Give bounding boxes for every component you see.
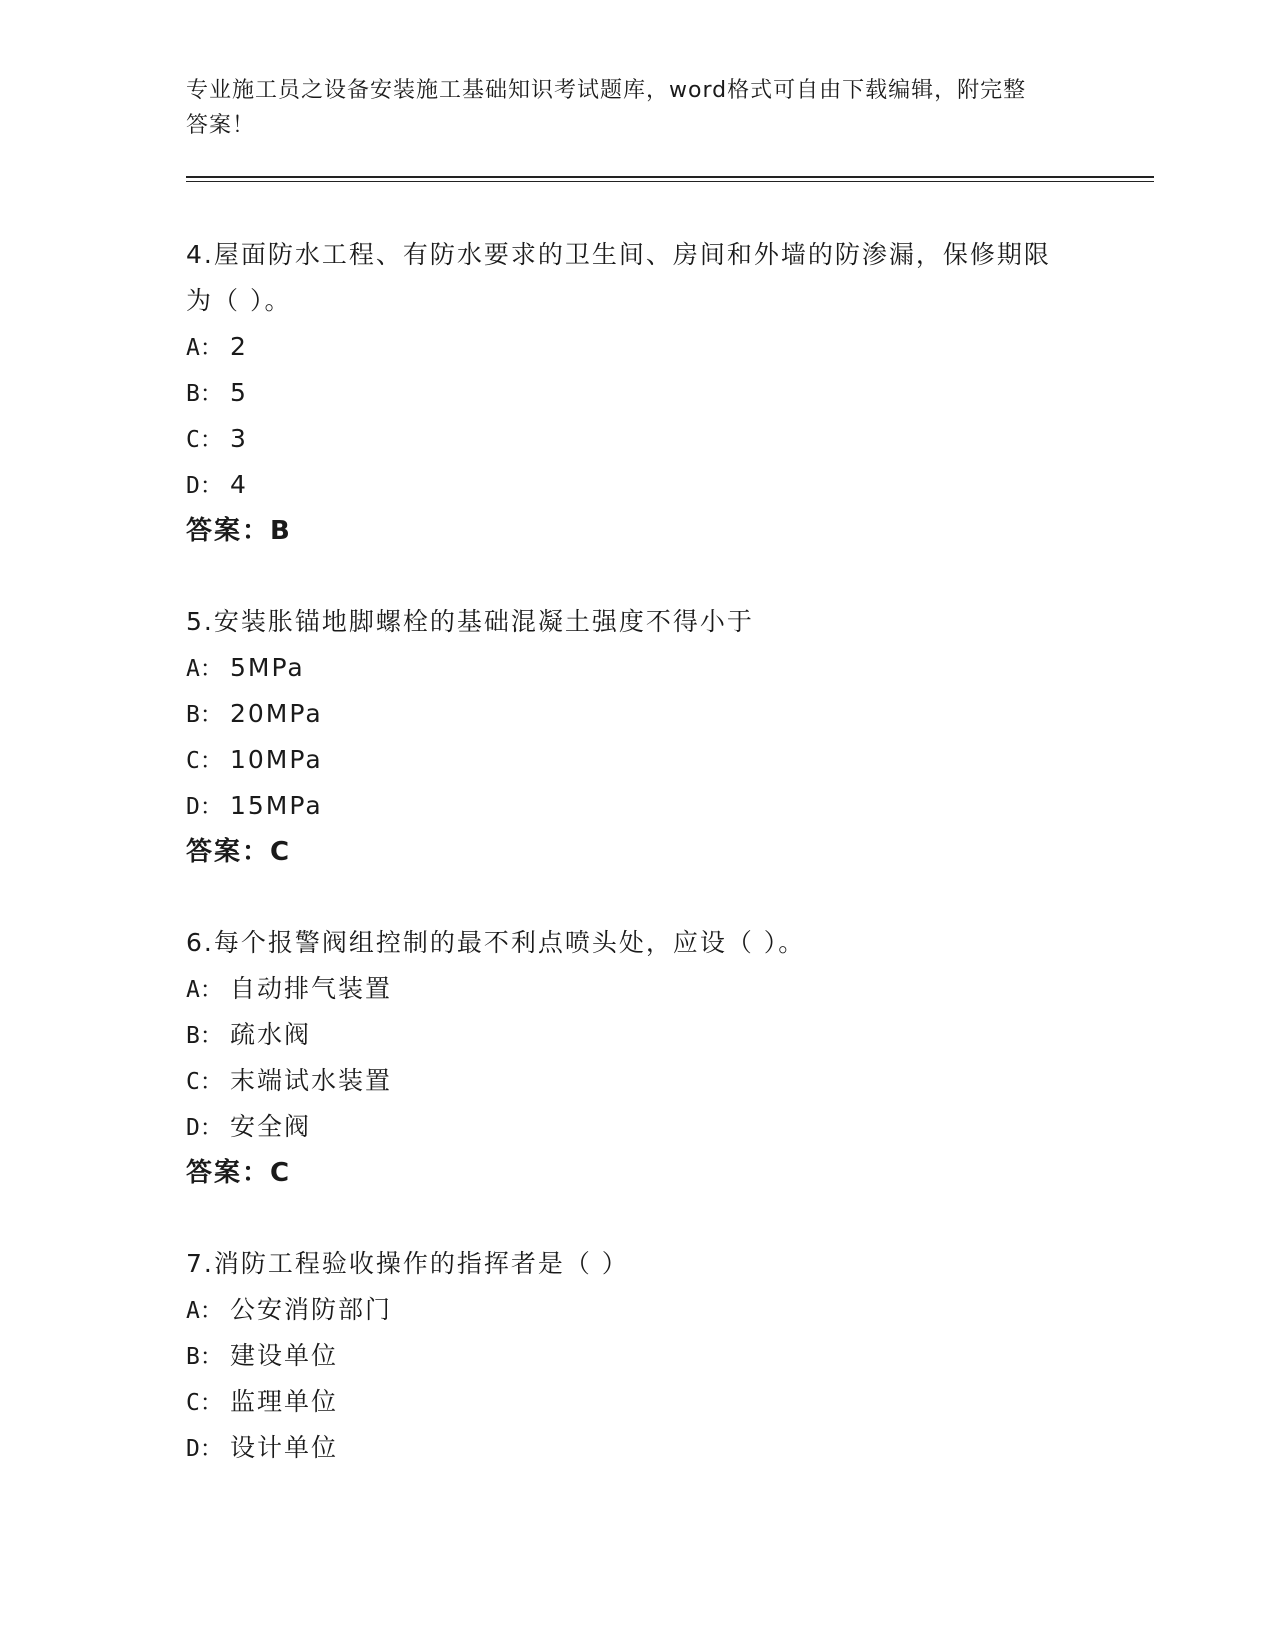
answer-value: C — [270, 837, 290, 867]
question-list — [186, 232, 1066, 1516]
answer-line — [186, 1150, 1066, 1196]
header-divider — [186, 176, 1154, 182]
option-b — [186, 1012, 1066, 1058]
option-text: 4 — [230, 470, 248, 499]
question-text: 5.安装胀锚地脚螺栓的基础混凝土强度不得小于 — [186, 607, 754, 636]
option-list — [186, 645, 1066, 829]
option-key: C： — [186, 1069, 223, 1095]
option-list — [186, 1287, 1066, 1471]
answer-value: B — [270, 516, 290, 546]
document-header: 专业施工员之设备安装施工基础知识考试题库，word格式可自由下载编辑，附完整答案！ — [186, 78, 1027, 138]
option-key: B： — [186, 1023, 223, 1049]
option-text: 15MPa — [230, 791, 323, 820]
option-text: 2 — [230, 332, 248, 361]
question-text: 6.每个报警阀组控制的最不利点喷头处，应设（ ）。 — [186, 928, 806, 957]
option-key: C： — [186, 427, 223, 453]
option-text: 末端试水装置 — [230, 1066, 393, 1095]
answer-value: C — [270, 1158, 290, 1188]
option-key: D： — [186, 1436, 223, 1462]
option-text: 设计单位 — [230, 1433, 339, 1462]
option-key: B： — [186, 381, 223, 407]
option-c — [186, 1058, 1066, 1104]
question-6 — [186, 920, 1066, 1196]
option-d — [186, 783, 1066, 829]
answer-line — [186, 508, 1066, 554]
option-c — [186, 1379, 1066, 1425]
option-text: 安全阀 — [230, 1112, 312, 1141]
option-key: B： — [186, 1344, 223, 1370]
answer-label: 答案： — [186, 1158, 271, 1188]
option-b — [186, 691, 1066, 737]
option-text: 公安消防部门 — [230, 1295, 393, 1324]
option-list — [186, 966, 1066, 1150]
question-text: 4.屋面防水工程、有防水要求的卫生间、房间和外墙的防渗漏，保修期限为（ ）。 — [186, 240, 1051, 315]
option-text: 自动排气装置 — [230, 974, 393, 1003]
question-7 — [186, 1241, 1066, 1471]
option-text: 5MPa — [230, 653, 305, 682]
option-key: A： — [186, 977, 223, 1003]
option-key: D： — [186, 794, 223, 820]
option-text: 20MPa — [230, 699, 323, 728]
question-4 — [186, 232, 1066, 554]
option-b — [186, 370, 1066, 416]
option-c — [186, 737, 1066, 783]
option-c — [186, 416, 1066, 462]
option-text: 疏水阀 — [230, 1020, 312, 1049]
option-a — [186, 1287, 1066, 1333]
option-a — [186, 645, 1066, 691]
option-key: D： — [186, 473, 223, 499]
option-text: 10MPa — [230, 745, 323, 774]
question-5 — [186, 599, 1066, 875]
option-a — [186, 966, 1066, 1012]
option-key: D： — [186, 1115, 223, 1141]
answer-label: 答案： — [186, 516, 271, 546]
option-key: A： — [186, 1298, 223, 1324]
option-text: 监理单位 — [230, 1387, 339, 1416]
option-d — [186, 1425, 1066, 1471]
option-key: C： — [186, 748, 223, 774]
option-b — [186, 1333, 1066, 1379]
option-a — [186, 324, 1066, 370]
option-text: 5 — [230, 378, 248, 407]
option-key: B： — [186, 702, 223, 728]
option-key: A： — [186, 656, 223, 682]
option-text: 3 — [230, 424, 248, 453]
answer-line — [186, 829, 1066, 875]
option-key: C： — [186, 1390, 223, 1416]
option-text: 建设单位 — [230, 1341, 339, 1370]
option-d — [186, 1104, 1066, 1150]
option-d — [186, 462, 1066, 508]
option-key: A： — [186, 335, 223, 361]
question-text: 7.消防工程验收操作的指挥者是（ ） — [186, 1249, 629, 1278]
option-list — [186, 324, 1066, 508]
answer-label: 答案： — [186, 837, 271, 867]
